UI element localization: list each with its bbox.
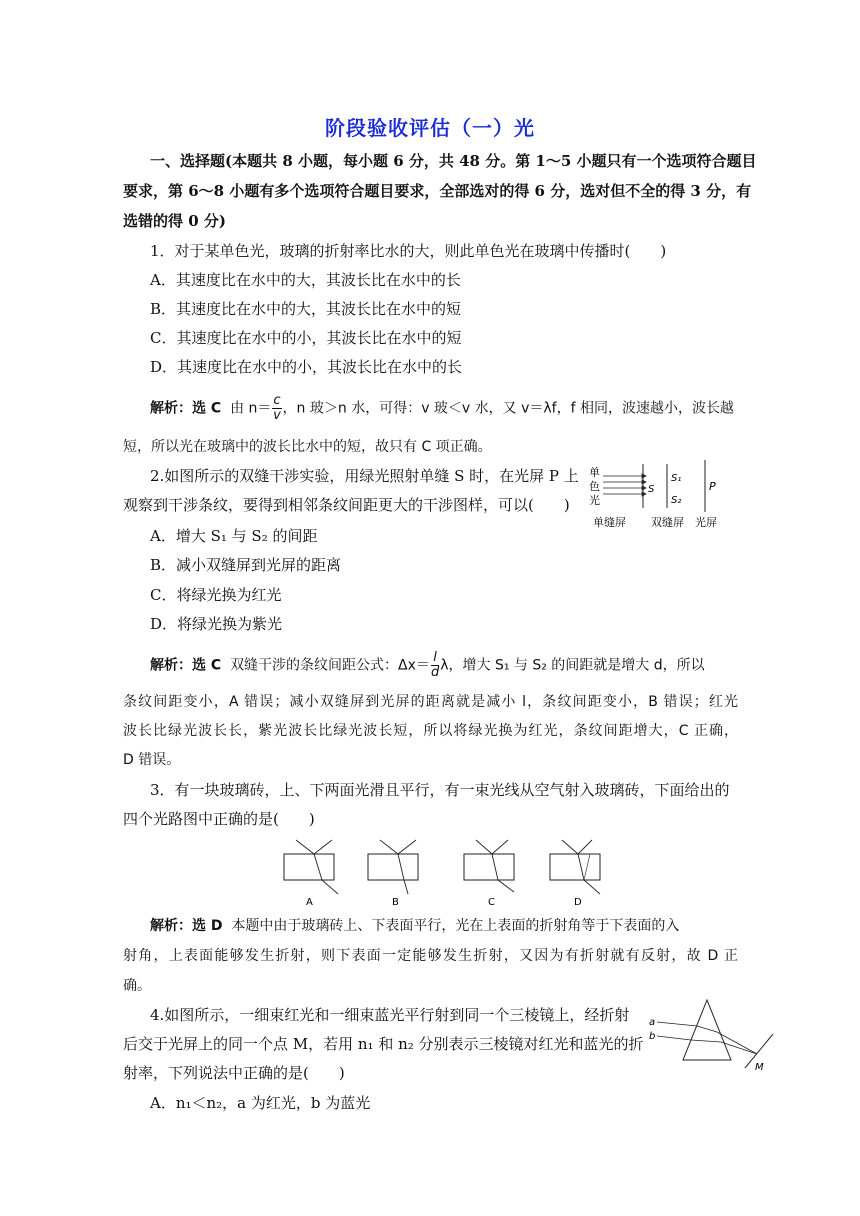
slit-s-label: S	[648, 484, 655, 495]
diagram-label-b: B	[392, 897, 399, 908]
q4-stem-line-1: 4.如图所示，一细束红光和一细束蓝光平行射到同一个三棱镜上，经折射	[150, 1006, 630, 1024]
q1-formula-fraction	[272, 394, 281, 423]
q2-analysis-line-1	[150, 651, 705, 680]
ray-a-label: a	[649, 1017, 656, 1028]
diagram-b	[368, 840, 418, 908]
glass-block-diagrams	[270, 836, 610, 908]
q2-analysis-line-3: 波长比绿光波长长，紫光波长比绿光波长短，所以将绿光换为红光，条纹间距增大，C 正确，	[123, 723, 738, 739]
ray-b	[657, 1036, 691, 1040]
q1-analysis-label: 解析：选 C	[150, 400, 222, 417]
q2-fraction-numerator: l	[431, 651, 439, 666]
q1-option-a: A．其速度比在水中的大，其波长比在水中的长	[150, 271, 461, 289]
q1-analysis-line-1	[150, 394, 734, 423]
q1-fraction-denominator: v	[273, 408, 281, 423]
q1-analysis-text-a: 由 n＝	[230, 400, 272, 417]
q1-option-b: B．其速度比在水中的大，其波长比在水中的短	[150, 300, 462, 318]
q2-analysis-text-b: λ，增大 S₁ 与 S₂ 的间距就是增大 d，所以	[440, 657, 705, 674]
q1-option-d: D．其速度比在水中的小，其波长比在水中的长	[150, 358, 463, 376]
double-slit-diagram	[585, 460, 735, 532]
q3-analysis-line-1	[150, 916, 679, 936]
section-intro-line-1	[150, 151, 757, 171]
section-heading: 一、选择题	[150, 152, 226, 170]
caption-screen: 光屏	[695, 516, 717, 529]
section-intro-line-3: 选错的得 0 分)	[123, 212, 226, 230]
q3-stem-line-1: 3．有一块玻璃砖，上、下两面光滑且平行，有一束光线从空气射入玻璃砖，下面给出的	[150, 781, 730, 799]
point-m-label: M	[755, 1062, 764, 1072]
prism	[683, 1000, 731, 1060]
ray-a	[657, 1022, 697, 1026]
slit-s1-label: S₁	[671, 473, 682, 484]
q3-analysis-line-3: 确。	[123, 978, 151, 994]
q3-stem-line-2: 四个光路图中正确的是( )	[123, 810, 315, 828]
q4-stem-line-2: 后交于光屏上的同一个点 M，若用 n₁ 和 n₂ 分别表示三棱镜对红光和蓝光的折	[123, 1035, 644, 1053]
q2-analysis-label: 解析：选 C	[150, 657, 222, 674]
q2-stem-line-1: 2.如图所示的双缝干涉实验，用绿光照射单缝 S 时，在光屏 P 上	[150, 467, 579, 485]
diagram-d	[550, 840, 600, 908]
q2-analysis-text-a: 双缝干涉的条纹间距公式：Δx＝	[230, 657, 430, 674]
diagram-a	[284, 840, 338, 908]
q1-analysis-text-b: ，n 玻＞n 水，可得：v 玻＜v 水，又 v＝λf，f 相同，波速越小，波长越	[282, 400, 734, 417]
q2-formula-fraction	[431, 651, 439, 680]
caption-double-slit: 双缝屏	[651, 516, 684, 529]
section-intro-line-2: 要求，第 6～8 小题有多个选项符合题目要求，全部选对的得 6 分，选对但不全的得 3 分，有	[123, 182, 752, 200]
caption-single-slit: 单缝屏	[593, 516, 626, 529]
diagram-label-a: A	[306, 897, 313, 908]
ray-b-label: b	[649, 1031, 656, 1042]
diagram-label-c: C	[488, 897, 495, 908]
screen-p-label: P	[709, 480, 716, 493]
light-label-2: 色	[589, 480, 600, 493]
q4-stem-line-3: 射率，下列说法中正确的是( )	[123, 1064, 345, 1082]
q1-analysis-line-2: 短，所以光在玻璃中的波长比水中的短，故只有 C 项正确。	[123, 439, 492, 455]
q2-option-d: D．将绿光换为紫光	[150, 615, 283, 633]
q2-fraction-denominator: d	[430, 665, 440, 680]
q2-option-b: B．减小双缝屏到光屏的距离	[150, 556, 342, 574]
q2-stem-line-2: 观察到干涉条纹，要得到相邻条纹间距更大的干涉图样，可以( )	[123, 496, 570, 514]
light-label-1: 单	[589, 466, 600, 479]
section-intro-text-1: (本题共 8 小题，每小题 6 分，共 48 分。第 1～5 小题只有一个选项符合题目	[225, 152, 757, 170]
q2-analysis-line-4: D 错误。	[123, 752, 181, 768]
q1-stem: 1．对于某单色光，玻璃的折射率比水的大，则此单色光在玻璃中传播时( )	[150, 242, 667, 260]
slit-s2-label: S₂	[671, 495, 682, 506]
q1-option-c: C．其速度比在水中的小，其波长比在水中的短	[150, 329, 462, 347]
q3-analysis-text: 本题中由于玻璃砖上、下表面平行，光在上表面的折射角等于下表面的入	[231, 918, 680, 934]
prism-diagram	[645, 996, 775, 1072]
page-title: 阶段验收评估（一）光	[325, 116, 535, 140]
diagram-c	[464, 840, 514, 908]
q2-analysis-line-2: 条纹间距变小，A 错误；减小双缝屏到光屏的距离就是减小 l，条纹间距变小，B 错误；红光	[123, 694, 738, 710]
q1-fraction-numerator: c	[273, 393, 281, 408]
light-rays	[603, 474, 646, 496]
q2-option-a: A．增大 S₁ 与 S₂ 的间距	[150, 527, 318, 545]
q4-option-a: A．n₁＜n₂，a 为红光，b 为蓝光	[150, 1094, 371, 1112]
light-label-3: 光	[589, 494, 600, 507]
q3-analysis-label: 解析：选 D	[150, 918, 223, 934]
q2-option-c: C．将绿光换为红光	[150, 586, 282, 604]
q3-analysis-line-2: 射角，上表面能够发生折射，则下表面一定能够发生折射，又因为有折射就有反射，故 D 正	[123, 948, 738, 964]
diagram-label-d: D	[574, 897, 582, 908]
